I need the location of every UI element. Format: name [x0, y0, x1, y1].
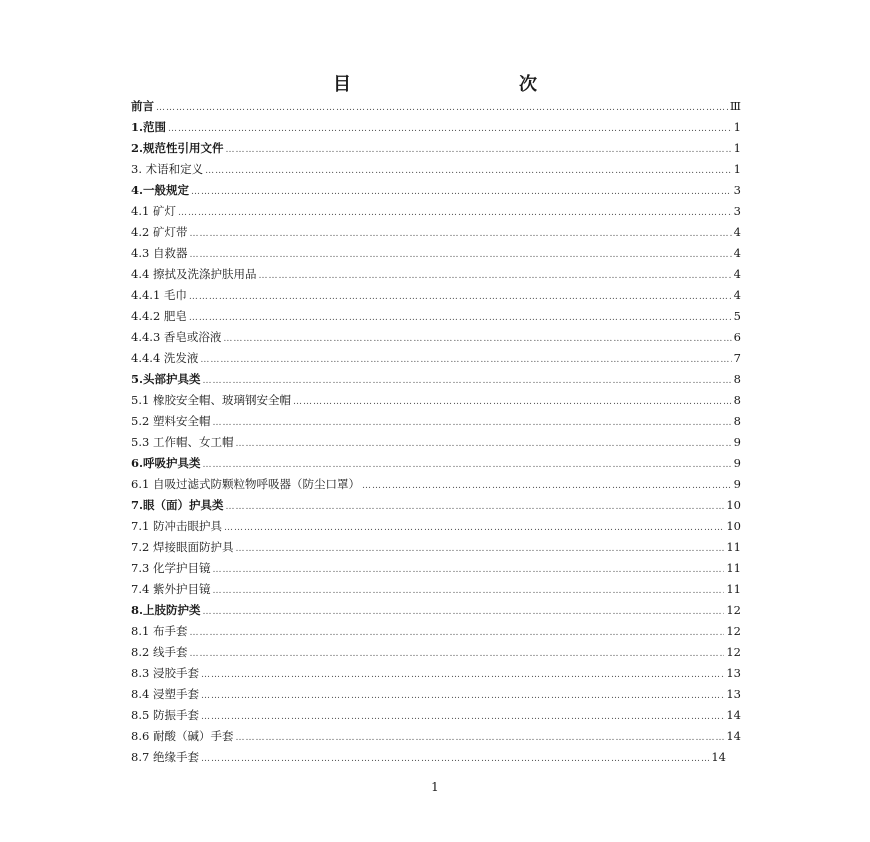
toc-entry[interactable]	[131, 642, 741, 663]
toc-entry-page: 1	[733, 120, 741, 134]
toc-entry-label: 4.4 擦拭及洗涤护肤用品	[131, 267, 257, 281]
toc-entry-label: 8.2 线手套	[131, 645, 188, 659]
dot-leader	[189, 308, 732, 329]
dot-leader	[201, 707, 724, 728]
toc-entry[interactable]	[131, 432, 741, 453]
toc-entry[interactable]	[131, 600, 741, 621]
toc-entry-page: 12	[726, 645, 741, 659]
toc-entry-label: 5.3 工作帽、女工帽	[131, 435, 234, 449]
toc-entry[interactable]	[131, 726, 741, 747]
toc-entry[interactable]	[131, 453, 741, 474]
dot-leader	[235, 434, 731, 455]
toc-entry[interactable]	[131, 159, 741, 180]
dot-leader	[200, 350, 731, 371]
dot-leader	[223, 329, 731, 350]
toc-entry-page: 9	[733, 435, 741, 449]
toc-entry-label: 5.2 塑料安全帽	[131, 414, 211, 428]
toc-entry-page: 1	[733, 162, 741, 176]
dot-leader	[191, 182, 732, 203]
toc-entry-label: 6.呼吸护具类	[131, 456, 201, 470]
toc-entry-page: 4	[733, 246, 741, 260]
dot-leader	[189, 623, 724, 644]
toc-entry-page: 10	[726, 519, 741, 533]
dot-leader	[203, 371, 732, 392]
dot-leader	[178, 203, 732, 224]
toc-entry[interactable]	[131, 558, 741, 579]
toc-entry-page: 7	[733, 351, 741, 365]
dot-leader	[189, 644, 724, 665]
toc-entry[interactable]	[131, 663, 741, 684]
toc-entry-page: 3	[733, 204, 741, 218]
toc-entry-page: 9	[733, 456, 741, 470]
toc-entry-page: 4	[733, 288, 741, 302]
toc-entry-label: 4.4.3 香皂或浴液	[131, 330, 222, 344]
toc-entry[interactable]	[131, 369, 741, 390]
toc-entry-page: 11	[726, 540, 741, 554]
toc-entry-label: 4.4.4 洗发液	[131, 351, 199, 365]
toc-entry-label: 7.4 紫外护目镜	[131, 582, 211, 596]
toc-entry-label: 8.3 浸胶手套	[131, 666, 199, 680]
toc-entry-label: 5.1 橡胶安全帽、玻璃钢安全帽	[131, 393, 291, 407]
toc-entry-page: 12	[726, 603, 741, 617]
dot-leader	[189, 287, 732, 308]
toc-entry-page: 11	[726, 561, 741, 575]
toc-title: 目 次	[333, 74, 581, 95]
toc-entry-label: 8.7 绝缘手套	[131, 750, 199, 764]
toc-entry-page: 10	[726, 498, 741, 512]
page-number-footer: 1	[431, 780, 439, 794]
toc-entry[interactable]	[131, 705, 741, 726]
toc-entry[interactable]	[131, 180, 741, 201]
toc-entry-page: 13	[726, 687, 741, 701]
toc-entry-page: 8	[733, 393, 741, 407]
toc-entry-page: 13	[726, 666, 741, 680]
toc-entry-page: 8	[733, 372, 741, 386]
toc-entry-label: 8.1 布手套	[131, 624, 188, 638]
toc-entry[interactable]	[131, 621, 741, 642]
dot-leader	[205, 161, 732, 182]
dot-leader	[226, 497, 725, 518]
toc-entry-label: 前言	[131, 99, 154, 113]
toc-entry-label: 4.2 矿灯带	[131, 225, 188, 239]
dot-leader	[201, 665, 724, 686]
dot-leader	[235, 539, 724, 560]
toc-entry[interactable]	[131, 222, 741, 243]
toc-entry[interactable]	[131, 117, 741, 138]
toc-entry[interactable]	[131, 327, 741, 348]
toc-entry-page: Ⅲ	[729, 99, 741, 113]
toc-entry-page: 12	[726, 624, 741, 638]
toc-entry-label: 8.5 防振手套	[131, 708, 199, 722]
dot-leader	[258, 266, 731, 287]
dot-leader	[362, 476, 732, 497]
toc-entry-label: 8.上肢防护类	[131, 603, 201, 617]
toc-entry-label: 7.3 化学护目镜	[131, 561, 211, 575]
toc-entry-label: 4.3 自救器	[131, 246, 188, 260]
dot-leader	[224, 518, 724, 539]
toc-entry-label: 2.规范性引用文件	[131, 141, 224, 155]
toc-entry-label: 4.1 矿灯	[131, 204, 176, 218]
toc-entry[interactable]	[131, 264, 741, 285]
toc-entry-label: 4.4.2 肥皂	[131, 309, 187, 323]
toc-entry[interactable]	[131, 390, 741, 411]
dot-leader	[189, 245, 731, 266]
toc-entry-label: 3. 术语和定义	[131, 162, 204, 176]
toc-entry-label: 7.眼（面）护具类	[131, 498, 224, 512]
toc-entry-page: 4	[733, 225, 741, 239]
dot-leader	[203, 602, 725, 623]
toc-entry-page: 14	[726, 729, 741, 743]
toc-entry[interactable]	[131, 306, 741, 327]
dot-leader	[212, 581, 724, 602]
dot-leader	[168, 119, 732, 140]
toc-entry[interactable]	[131, 96, 741, 117]
dot-leader	[226, 140, 732, 161]
dot-leader	[235, 728, 724, 749]
toc-entry-label: 1.范围	[131, 120, 167, 134]
toc-entry-label: 8.4 浸塑手套	[131, 687, 199, 701]
toc-entry[interactable]	[131, 348, 741, 369]
toc-entry-label: 7.2 焊接眼面防护具	[131, 540, 234, 554]
toc-entry-page: 4	[733, 267, 741, 281]
toc-entry-label: 4.4.1 毛巾	[131, 288, 187, 302]
dot-leader	[156, 98, 728, 119]
toc-entry-label: 6.1 自吸过滤式防颗粒物呼吸器（防尘口罩）	[131, 477, 360, 491]
dot-leader	[203, 455, 732, 476]
toc-entry[interactable]	[131, 201, 741, 222]
toc-entry-page: 9	[733, 477, 741, 491]
toc-entry-page: 14	[726, 708, 741, 722]
toc-entry-page: 6	[733, 330, 741, 344]
toc-entry[interactable]	[131, 411, 741, 432]
toc-entry-label: 4.一般规定	[131, 183, 190, 197]
toc-entry-page: 14	[711, 750, 726, 764]
table-of-contents	[131, 96, 741, 768]
dot-leader	[212, 413, 731, 434]
toc-entry-label: 8.6 耐酸（碱）手套	[131, 729, 234, 743]
toc-entry-page: 8	[733, 414, 741, 428]
toc-entry-label: 7.1 防冲击眼护具	[131, 519, 222, 533]
toc-entry[interactable]	[131, 579, 741, 600]
toc-entry[interactable]	[131, 747, 726, 768]
dot-leader	[293, 392, 732, 413]
dot-leader	[189, 224, 731, 245]
toc-entry[interactable]	[131, 516, 741, 537]
toc-entry[interactable]	[131, 537, 741, 558]
toc-entry[interactable]	[131, 285, 741, 306]
toc-entry[interactable]	[131, 243, 741, 264]
toc-entry[interactable]	[131, 684, 741, 705]
toc-entry-label: 5.头部护具类	[131, 372, 201, 386]
toc-entry-page: 11	[726, 582, 741, 596]
toc-entry-page: 3	[733, 183, 741, 197]
dot-leader	[212, 560, 724, 581]
toc-entry[interactable]	[131, 495, 741, 516]
toc-entry-page: 1	[733, 141, 741, 155]
dot-leader	[201, 686, 724, 707]
toc-entry[interactable]	[131, 138, 741, 159]
toc-entry-page: 5	[733, 309, 741, 323]
dot-leader	[201, 749, 709, 770]
toc-entry[interactable]	[131, 474, 741, 495]
